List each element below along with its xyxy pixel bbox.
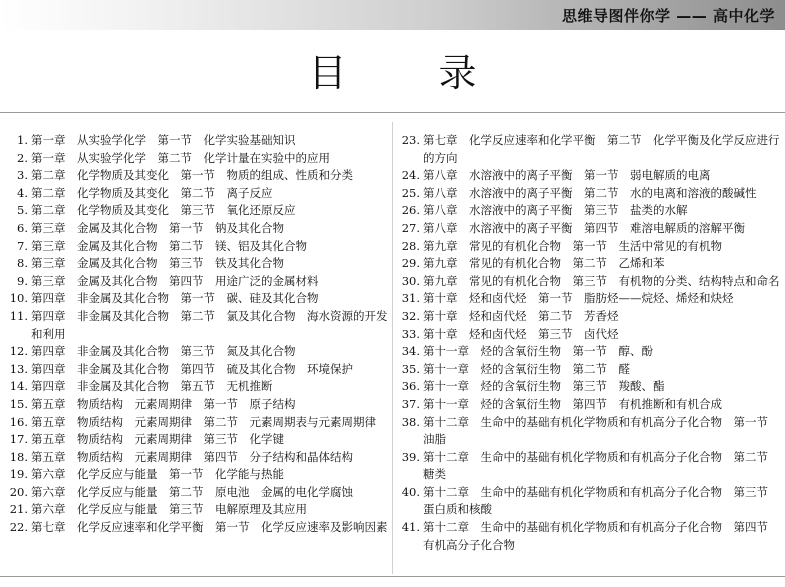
toc-entry[interactable]: [6, 396, 388, 414]
toc-entry[interactable]: [400, 519, 782, 554]
toc-entry-title: 第十一章 烃的含氧衍生物 第一节 醇、酚: [423, 344, 653, 359]
toc-entry[interactable]: [6, 185, 388, 203]
toc-entry-title: 第三章 金属及其化合物 第四节 用途广泛的金属材料: [31, 273, 319, 288]
toc-entry-number: 25.: [401, 185, 420, 200]
toc-right-column: [400, 132, 782, 554]
page-title: 目 录: [308, 51, 517, 95]
toc-entry-title: 第七章 化学反应速率和化学平衡 第二节 化学平衡及化学反应进行的方向: [423, 133, 780, 165]
toc-entry[interactable]: [400, 185, 782, 203]
toc-entry[interactable]: [6, 308, 388, 343]
toc-entry[interactable]: [400, 326, 782, 344]
toc-entry-number: 38.: [401, 414, 420, 429]
toc-entry-number: 12.: [9, 344, 28, 359]
toc-entry-number: 24.: [401, 168, 420, 183]
toc-entry-number: 21.: [9, 502, 28, 517]
toc-entry-number: 36.: [401, 379, 420, 394]
toc-entry-number: 40.: [401, 484, 420, 499]
column-divider: [392, 122, 393, 574]
toc-entry-title: 第四章 非金属及其化合物 第二节 氯及其化合物 海水资源的开发和利用: [31, 308, 388, 341]
toc-entry-number: 30.: [401, 273, 420, 288]
toc-entry[interactable]: [400, 167, 782, 185]
toc-entry-title: 第三章 金属及其化合物 第一节 钠及其化合物: [31, 220, 284, 235]
toc-entry[interactable]: [6, 273, 388, 291]
toc-entry-title: 第十章 烃和卤代烃 第一节 脂肪烃——烷烃、烯烃和炔烃: [423, 291, 734, 306]
toc-entry-number: 35.: [401, 361, 420, 376]
toc-entry-title: 第五章 物质结构 元素周期律 第三节 化学键: [31, 432, 284, 447]
toc-entry[interactable]: [6, 132, 388, 150]
toc-entry-number: 10.: [9, 291, 28, 306]
toc-entry[interactable]: [400, 202, 782, 220]
toc-entry-number: 6.: [17, 220, 28, 235]
toc-entry-number: 18.: [9, 449, 28, 464]
toc-entry-title: 第十二章 生命中的基础有机化学物质和有机高分子化合物 第一节 油脂: [423, 414, 780, 447]
toc-entry-title: 第四章 非金属及其化合物 第四节 硫及其化合物 环境保护: [31, 361, 353, 376]
toc-entry-title: 第一章 从实验学化学 第二节 化学计量在实验中的应用: [31, 150, 330, 165]
toc-entry[interactable]: [6, 466, 388, 484]
toc-entry[interactable]: [6, 414, 388, 432]
toc-entry-number: 33.: [401, 326, 420, 341]
toc-entry-number: 9.: [17, 273, 28, 288]
toc-entry-title: 第五章 物质结构 元素周期律 第一节 原子结构: [31, 396, 296, 411]
toc-entry-number: 14.: [9, 379, 28, 394]
toc-entry-title: 第十二章 生命中的基础有机化学物质和有机高分子化合物 第三节 蛋白质和核酸: [423, 484, 780, 517]
toc-entry[interactable]: [400, 378, 782, 396]
toc-entry-number: 23.: [401, 133, 420, 147]
toc-entry-number: 31.: [401, 291, 420, 306]
toc-entry[interactable]: [400, 290, 782, 308]
toc-entry[interactable]: [400, 238, 782, 256]
toc-entry-number: 17.: [9, 432, 28, 447]
toc-entry[interactable]: [6, 484, 388, 502]
toc-entry-title: 第十二章 生命中的基础有机化学物质和有机高分子化合物 第二节 糖类: [423, 449, 780, 482]
toc-entry[interactable]: [400, 132, 782, 167]
toc-entry-title: 第十一章 烃的含氧衍生物 第三节 羧酸、酯: [423, 379, 665, 394]
toc-entry[interactable]: [6, 501, 388, 519]
banner-title: 思维导图伴你学 —— 高中化学: [562, 7, 775, 25]
toc-entry-title: 第六章 化学反应与能量 第一节 化学能与热能: [31, 467, 284, 482]
toc-entry-number: 29.: [401, 256, 420, 271]
toc-entry-number: 1.: [17, 133, 28, 147]
toc-entry[interactable]: [6, 150, 388, 168]
toc-entry[interactable]: [6, 519, 388, 537]
toc-entry[interactable]: [6, 202, 388, 220]
toc-entry-number: 22.: [9, 520, 28, 535]
toc-entry-number: 13.: [9, 361, 28, 376]
toc-entry-number: 5.: [17, 203, 28, 218]
toc-entry-number: 37.: [401, 396, 420, 411]
toc-entry[interactable]: [400, 414, 782, 449]
toc-entry[interactable]: [400, 308, 782, 326]
toc-entry-number: 26.: [401, 203, 420, 218]
toc-entry-number: 20.: [9, 484, 28, 499]
toc-entry-title: 第十章 烃和卤代烃 第二节 芳香烃: [423, 308, 619, 323]
toc-entry-number: 32.: [401, 308, 420, 323]
toc-entry-title: 第八章 水溶液中的离子平衡 第二节 水的电离和溶液的酸碱性: [423, 185, 757, 200]
toc-entry-title: 第八章 水溶液中的离子平衡 第三节 盐类的水解: [423, 203, 688, 218]
toc-entry-title: 第三章 金属及其化合物 第二节 镁、铝及其化合物: [31, 238, 307, 253]
toc-entry[interactable]: [6, 378, 388, 396]
toc-entry-title: 第九章 常见的有机化合物 第三节 有机物的分类、结构特点和命名: [423, 273, 780, 288]
toc-entry-title: 第二章 化学物质及其变化 第二节 离子反应: [31, 185, 273, 200]
toc-entry[interactable]: [6, 343, 388, 361]
toc-entry[interactable]: [6, 290, 388, 308]
toc-entry-title: 第十一章 烃的含氧衍生物 第二节 醛: [423, 361, 630, 376]
toc-entry[interactable]: [400, 273, 782, 291]
toc-entry-number: 27.: [401, 220, 420, 235]
toc-entry-number: 4.: [17, 185, 28, 200]
toc-entry-title: 第四章 非金属及其化合物 第三节 氮及其化合物: [31, 344, 296, 359]
toc-entry[interactable]: [6, 167, 388, 185]
top-divider: [0, 112, 785, 113]
toc-entry-number: 7.: [17, 238, 28, 253]
toc-entry[interactable]: [6, 431, 388, 449]
bottom-divider: [0, 576, 785, 577]
toc-entry[interactable]: [400, 255, 782, 273]
toc-entry[interactable]: [400, 449, 782, 484]
toc-entry-title: 第一章 从实验学化学 第一节 化学实验基础知识: [31, 133, 296, 147]
toc-entry-title: 第五章 物质结构 元素周期律 第二节 元素周期表与元素周期律: [31, 414, 376, 429]
toc-entry[interactable]: [400, 484, 782, 519]
toc-entry-title: 第十章 烃和卤代烃 第三节 卤代烃: [423, 326, 619, 341]
toc-entry-number: 3.: [17, 168, 28, 183]
toc-entry-number: 2.: [17, 150, 28, 165]
toc-entry-number: 11.: [9, 308, 28, 323]
toc-entry-number: 39.: [401, 449, 420, 464]
toc-entry[interactable]: [6, 361, 388, 379]
toc-entry-title: 第六章 化学反应与能量 第二节 原电池 金属的电化学腐蚀: [31, 484, 353, 499]
toc-entry-number: 8.: [17, 256, 28, 271]
toc-entry-title: 第十二章 生命中的基础有机化学物质和有机高分子化合物 第四节 有机高分子化合物: [423, 520, 780, 552]
toc-entry[interactable]: [6, 449, 388, 467]
toc-entry-title: 第二章 化学物质及其变化 第三节 氧化还原反应: [31, 203, 296, 218]
toc-entry-number: 16.: [9, 414, 28, 429]
toc-entry-title: 第九章 常见的有机化合物 第二节 乙烯和苯: [423, 256, 665, 271]
toc-entry[interactable]: [400, 396, 782, 414]
toc-entry[interactable]: [400, 343, 782, 361]
toc-entry[interactable]: [400, 361, 782, 379]
toc-entry-title: 第八章 水溶液中的离子平衡 第一节 弱电解质的电离: [423, 168, 711, 183]
toc-entry-title: 第五章 物质结构 元素周期律 第四节 分子结构和晶体结构: [31, 449, 353, 464]
toc-entry-number: 41.: [401, 520, 420, 535]
toc-entry-title: 第四章 非金属及其化合物 第五节 无机推断: [31, 379, 273, 394]
toc-entry-title: 第三章 金属及其化合物 第三节 铁及其化合物: [31, 256, 284, 271]
toc-entry[interactable]: [6, 255, 388, 273]
toc-entry-title: 第八章 水溶液中的离子平衡 第四节 难溶电解质的溶解平衡: [423, 220, 745, 235]
toc-entry[interactable]: [400, 220, 782, 238]
toc-entry-title: 第九章 常见的有机化合物 第一节 生活中常见的有机物: [423, 238, 722, 253]
toc-entry-title: 第六章 化学反应与能量 第三节 电解原理及其应用: [31, 502, 307, 517]
toc-entry-title: 第十一章 烃的含氧衍生物 第四节 有机推断和有机合成: [423, 396, 722, 411]
toc-entry-title: 第四章 非金属及其化合物 第一节 碳、硅及其化合物: [31, 291, 319, 306]
toc-entry-number: 15.: [9, 396, 28, 411]
toc-entry-title: 第二章 化学物质及其变化 第一节 物质的组成、性质和分类: [31, 168, 353, 183]
toc-entry[interactable]: [6, 220, 388, 238]
toc-entry-number: 19.: [9, 467, 28, 482]
toc-entry-number: 28.: [401, 238, 420, 253]
toc-entry-title: 第七章 化学反应速率和化学平衡 第一节 化学反应速率及影响因素: [31, 520, 388, 535]
toc-left-column: [6, 132, 388, 537]
toc-entry-number: 34.: [401, 344, 420, 359]
header-banner: [0, 0, 785, 30]
toc-entry[interactable]: [6, 238, 388, 256]
